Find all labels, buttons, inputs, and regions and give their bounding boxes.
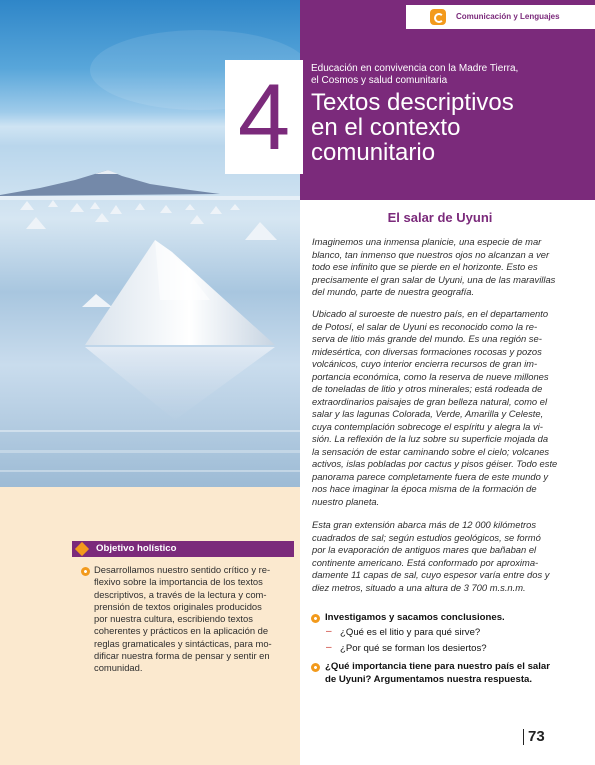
text-line: Ubicado al suroeste de nuestro país, en el departamento bbox=[312, 308, 549, 319]
text-line: damente 11 capas de sal, cuyo espesor varía entre dos y bbox=[312, 569, 550, 580]
objective-line: reglas gramaticales y sintácticas, para mo- bbox=[94, 637, 272, 649]
objective-line: coherentes y prácticos en la aplicación de bbox=[94, 625, 269, 637]
objective-icon bbox=[75, 542, 89, 556]
text-line: del mundo, parte de nuestra geografía. bbox=[312, 286, 475, 297]
final-question-line: de Uyuni? Argumentamos nuestra respuesta. bbox=[325, 674, 533, 685]
text-line: cuya contemplación sobrecoge el espíritu y alegra la vi- bbox=[312, 420, 543, 432]
text-line: cuadrados de sal; según estudios geológicos, se formó bbox=[312, 531, 541, 543]
objective-label: Objetivo holístico bbox=[96, 543, 177, 554]
chapter-title bbox=[311, 90, 591, 165]
title-line: comunitario bbox=[311, 139, 436, 166]
objective-line: prensión de textos originales producidos bbox=[94, 600, 262, 612]
text-line: la sensación de estar caminando sobre el cielo; volcanes bbox=[312, 445, 550, 457]
article-paragraph-3 bbox=[312, 519, 584, 594]
article-paragraph-1 bbox=[312, 236, 584, 299]
text-line: Imaginemos una inmensa planicie, una especie de mar bbox=[312, 236, 542, 247]
flower-bullet-icon bbox=[311, 614, 320, 623]
text-line: midesértica, con diversas formaciones rocosas y pozos bbox=[312, 345, 542, 357]
activity-question: ¿Por qué se forman los desiertos? bbox=[340, 643, 487, 654]
title-line: en el contexto bbox=[311, 114, 461, 141]
text-line: panorama parece completamente fuera de este mundo y bbox=[312, 470, 549, 482]
text-line: nuestro planeta. bbox=[312, 495, 380, 507]
activity-question: ¿Qué es el litio y para qué sirve? bbox=[340, 627, 481, 638]
text-line: Esta gran extensión abarca más de 12 000 kilómetros bbox=[312, 519, 537, 530]
text-line: serva de litio más grande del mundo. Es una región se- bbox=[312, 333, 542, 344]
text-line: blanco, tan inmenso que nuestros ojos no alcanzan a ver bbox=[312, 248, 550, 260]
activity-heading: Investigamos y sacamos conclusiones. bbox=[325, 612, 505, 623]
subtitle-line: Educación en convivencia con la Madre Tierra, bbox=[311, 63, 519, 74]
objective-bar bbox=[72, 541, 294, 557]
text-line: de Potosí, el salar de Uyuni es reconocido como la re- bbox=[312, 320, 538, 332]
text-line: portancia económica, como la reserva de nueve millones bbox=[312, 370, 549, 382]
text-line: diez metros, situado a una altura de 3 700 m.s.n.m. bbox=[312, 581, 526, 593]
text-line: extraordinarios paisajes de gran belleza natural, como el bbox=[312, 395, 548, 407]
text-line: activos, islas pobladas por cactus y pisos géiser. Todo este bbox=[312, 458, 558, 469]
subject-tab bbox=[406, 5, 595, 29]
unit-number: 4 bbox=[237, 64, 291, 169]
text-line: por la evaporación de antiguos mares que bañaban el bbox=[312, 544, 537, 555]
dash-icon: – bbox=[326, 626, 332, 637]
text-line: todo ese infinito que se pierde en el horizonte. Esto es bbox=[312, 261, 538, 272]
text-line: continente americano. Está conformado por aproxima- bbox=[312, 556, 539, 568]
article-heading: El salar de Uyuni bbox=[387, 210, 493, 225]
text-line: salar y las lagunas Colorada, Verde, Amarilla y Celeste, bbox=[312, 408, 544, 419]
objective-line: por nuestra cultura, escribiendo textos bbox=[94, 613, 253, 625]
title-line: Textos descriptivos bbox=[311, 89, 514, 116]
dash-icon: – bbox=[326, 642, 332, 653]
text-line: sión. La reflexión de la luz sobre su superficie mojada da bbox=[312, 433, 549, 444]
text-line: volcánicos, cuyo interior encierra recursos de gran im- bbox=[312, 358, 538, 369]
objective-line: comunidad. bbox=[94, 662, 143, 674]
subtitle-line: el Cosmos y salud comunitaria bbox=[311, 75, 448, 86]
final-question bbox=[325, 660, 550, 686]
objective-line: dificar nuestra forma de pensar y sentir en bbox=[94, 650, 270, 662]
text-line: precisamente el gran salar de Uyuni, una de las maravillas bbox=[312, 273, 556, 285]
article-paragraph-2 bbox=[312, 308, 584, 508]
final-question-line: ¿Qué importancia tiene para nuestro país el salar bbox=[325, 661, 550, 672]
page-number: 73 bbox=[523, 729, 545, 745]
objective-line: flexivo sobre la importancia de los textos bbox=[94, 576, 263, 588]
unit-number-box bbox=[225, 60, 303, 174]
objective-line: descriptivos, a través de la lectura y com- bbox=[94, 588, 267, 600]
flower-bullet-icon bbox=[81, 567, 90, 576]
objective-line: Desarrollamos nuestro sentido crítico y re- bbox=[94, 564, 271, 575]
subject-label: Comunicación y Lenguajes bbox=[456, 12, 560, 21]
text-line: de toneladas de litio y otros minerales; está rodeada de bbox=[312, 383, 543, 394]
flower-bullet-icon bbox=[311, 663, 320, 672]
subject-icon bbox=[430, 9, 446, 25]
text-line: nos hace imaginar la época misma de la formación de bbox=[312, 483, 537, 494]
chapter-subtitle bbox=[311, 63, 581, 87]
objective-text bbox=[94, 564, 294, 675]
